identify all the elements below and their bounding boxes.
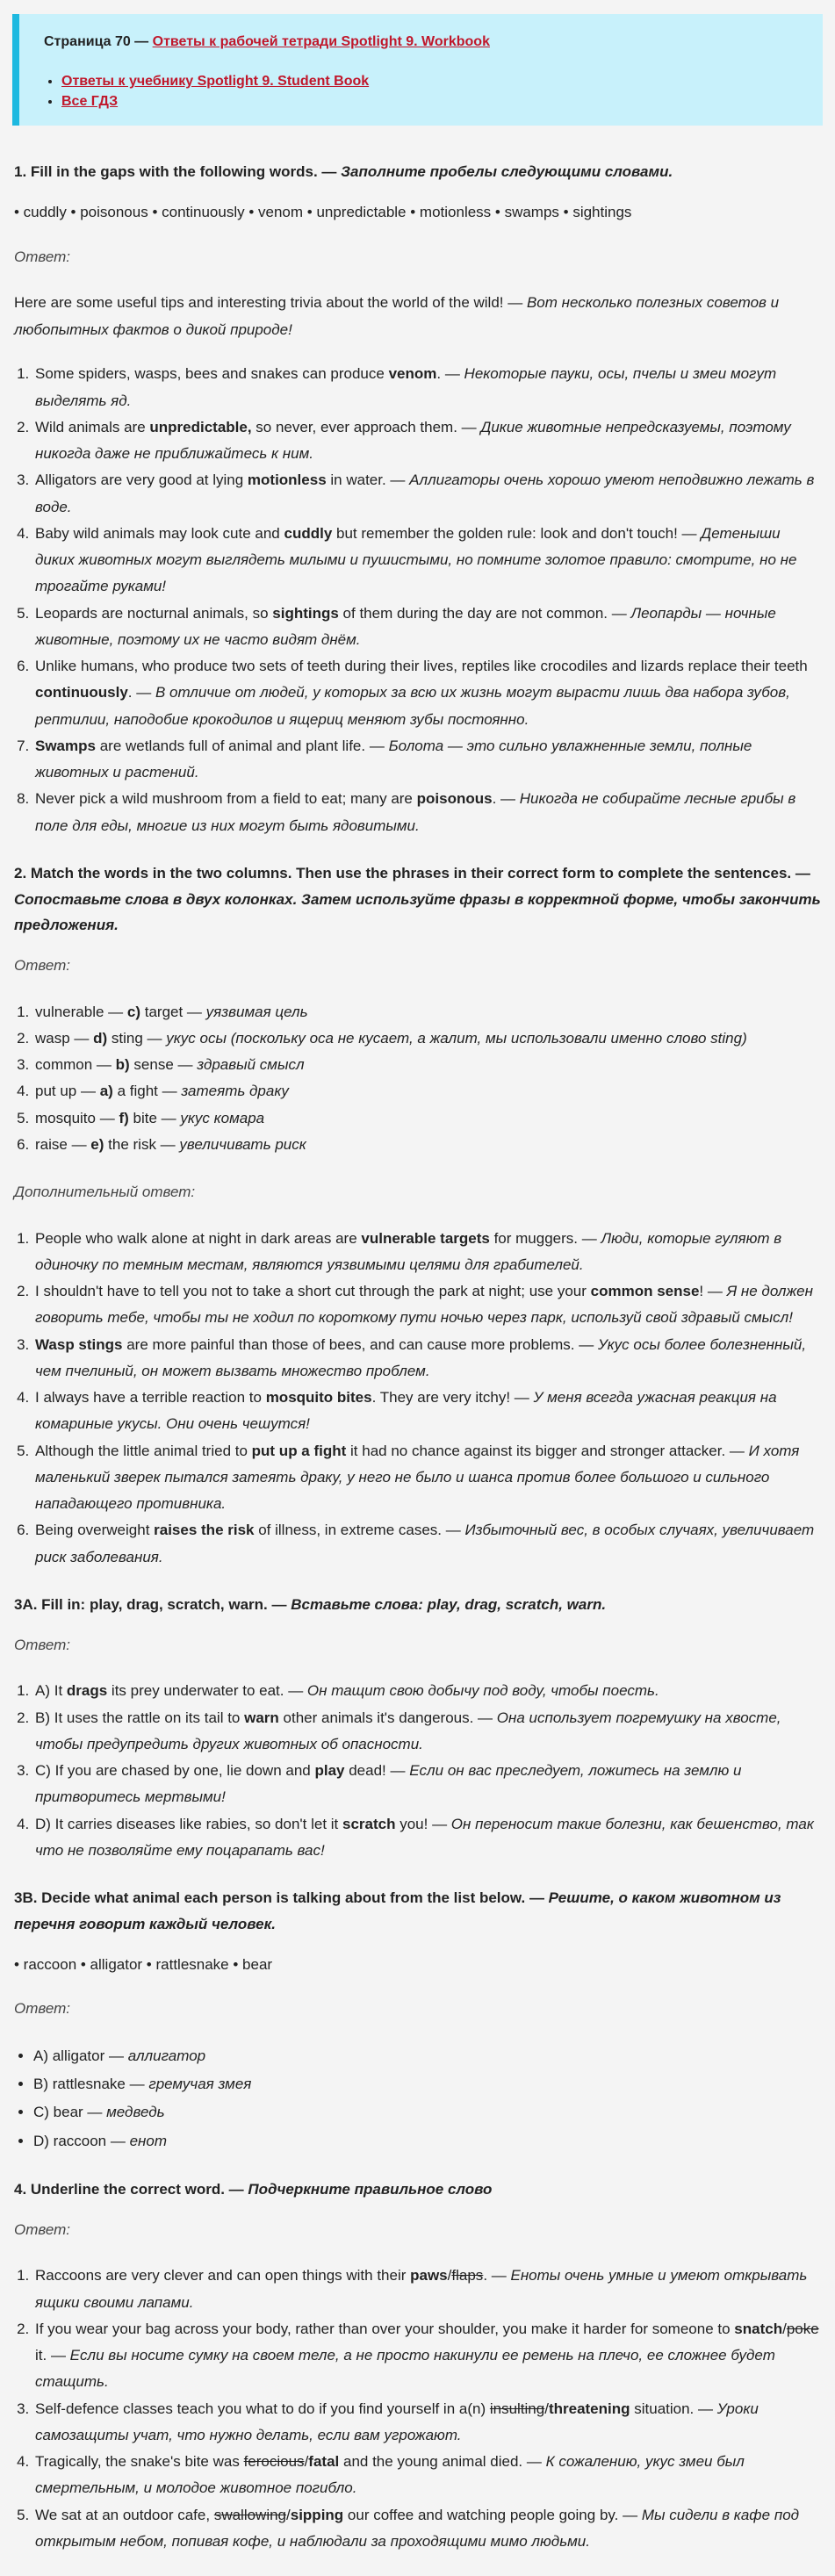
answer-list bbox=[14, 2042, 821, 2155]
answer-word: cuddly bbox=[284, 524, 333, 542]
answer-phrase: mosquito bites bbox=[265, 1389, 372, 1407]
text: Baby wild animals may look cute and bbox=[35, 524, 284, 542]
answer-label: Ответ: bbox=[14, 957, 71, 975]
extra-answer-label: Дополнительный ответ: bbox=[14, 1184, 196, 1201]
answer-phrase: vulnerable targets bbox=[361, 1229, 490, 1247]
heading-en: 3A. Fill in: play, drag, scratch, warn. — bbox=[14, 1595, 292, 1613]
list-item bbox=[33, 2127, 821, 2155]
text: I shouldn't have to tell you not to take a short cut through the park at night; use your bbox=[35, 1283, 591, 1300]
heading-en: 3B. Decide what animal each person is talking about from the list below. — bbox=[14, 1889, 549, 1907]
workbook-link[interactable]: Ответы к рабочей тетради Spotlight 9. Workbook bbox=[152, 34, 490, 49]
text: . — bbox=[492, 790, 520, 808]
section-4 bbox=[14, 2177, 821, 2555]
correct-word: paws bbox=[410, 2267, 448, 2285]
answer-label: Ответ: bbox=[14, 248, 71, 265]
word-list: • raccoon • alligator • rattlesnake • bear bbox=[14, 1955, 273, 1973]
text: If you wear your bag across your body, rather than over your shoulder, you make it harder for someone to bbox=[35, 2320, 735, 2337]
translation: Никогда не собирайте лесные грибы в поле для еды, многие из них могут быть ядовитыми. bbox=[35, 790, 796, 834]
text: A) alligator — bbox=[33, 2047, 128, 2064]
text: Alligators are very good at lying bbox=[35, 471, 248, 489]
text: mosquito — bbox=[35, 1109, 119, 1126]
answer-letter: a) bbox=[99, 1083, 113, 1100]
answer-word: poisonous bbox=[416, 790, 493, 808]
answer-word: continuously bbox=[35, 684, 128, 702]
list-item bbox=[33, 2396, 821, 2450]
text: People who walk alone at night in dark areas are bbox=[35, 1229, 362, 1247]
extra-answer-list bbox=[14, 1226, 821, 1571]
answer-list bbox=[14, 1678, 821, 1864]
word-list: • cuddly • poisonous • continuously • venom • unpredictable • motionless • swamps • sightings bbox=[14, 203, 632, 220]
wrong-word: poke bbox=[786, 2320, 819, 2337]
translation: Укус осы более болезненный, чем пчелиный, он может вызвать множество проблем. bbox=[35, 1335, 807, 1379]
translation: Если вы носите сумку на своем теле, а не просто накинули ее ремень на плечо, ее сложнее будет стащить. bbox=[35, 2347, 775, 2391]
heading-en: 4. Underline the correct word. — bbox=[14, 2180, 248, 2198]
list-item bbox=[33, 1052, 821, 1078]
section-1 bbox=[14, 159, 821, 839]
text: ! — bbox=[699, 1283, 727, 1300]
text: of illness, in extreme cases. — bbox=[254, 1522, 465, 1539]
translation: здравый смысл bbox=[197, 1056, 305, 1074]
header-box bbox=[12, 14, 823, 126]
text: . — bbox=[127, 684, 155, 702]
section-2 bbox=[14, 860, 821, 1571]
translation: гремучая змея bbox=[148, 2076, 252, 2093]
answer-list bbox=[14, 361, 821, 839]
answer-list bbox=[14, 2263, 821, 2555]
section-3a bbox=[14, 1592, 821, 1864]
translation: Еноты очень умные и умеют открывать ящики своими лапами. bbox=[35, 2267, 808, 2311]
answer-label: Ответ: bbox=[14, 1636, 71, 1653]
all-gdz-link[interactable]: Все ГДЗ bbox=[61, 93, 119, 109]
list-item bbox=[33, 1678, 821, 1704]
text: and the young animal died. — bbox=[339, 2453, 546, 2471]
list-item bbox=[33, 2502, 821, 2556]
list-item bbox=[33, 1758, 821, 1811]
list-item bbox=[33, 1517, 821, 1571]
answer-phrase: common sense bbox=[590, 1283, 700, 1300]
section-3a-heading bbox=[14, 1592, 821, 1618]
list-item bbox=[33, 2098, 821, 2126]
answer-letter: d) bbox=[93, 1029, 108, 1047]
answer-word: drags bbox=[66, 1682, 108, 1700]
text: Leopards are nocturnal animals, so bbox=[35, 604, 273, 622]
text: the risk — bbox=[104, 1135, 180, 1153]
translation: Он переносит такие болезни, как бешенство, так что не позволяйте ему поцарапать вас! bbox=[35, 1815, 814, 1859]
answer-letter: c) bbox=[126, 1003, 141, 1020]
text: B) rattlesnake — bbox=[33, 2076, 149, 2093]
list-item bbox=[33, 1811, 821, 1865]
answer-phrase: Wasp stings bbox=[35, 1335, 123, 1353]
answer-phrase: put up a fight bbox=[251, 1442, 347, 1459]
list-item bbox=[33, 361, 821, 414]
text: raise — bbox=[35, 1135, 91, 1153]
text: it. — bbox=[35, 2347, 70, 2364]
list-item bbox=[33, 1278, 821, 1332]
text: of them during the day are not common. — bbox=[338, 604, 631, 622]
translation: Мы сидели в кафе под открытым небом, попивая кофе, и наблюдали за проходящими мимо людьми. bbox=[35, 2506, 800, 2550]
content bbox=[12, 159, 823, 2555]
pairs-list bbox=[14, 999, 821, 1159]
answer-word: scratch bbox=[342, 1815, 396, 1832]
section-2-heading bbox=[14, 860, 821, 939]
text: in water. — bbox=[326, 471, 410, 489]
translation: Люди, которые гуляют в одиночку по темным местам, являются уязвимыми целями для грабителей. bbox=[35, 1229, 782, 1273]
text: A) It bbox=[35, 1682, 67, 1700]
answer-label: Ответ: bbox=[14, 2220, 71, 2238]
translation: затеять драку bbox=[181, 1083, 289, 1100]
translation: Он тащит свою добычу под воду, чтобы поесть. bbox=[306, 1682, 659, 1700]
section-3b-heading bbox=[14, 1885, 821, 1938]
text: a fight — bbox=[112, 1083, 182, 1100]
text: situation. — bbox=[630, 2400, 717, 2417]
text: . — bbox=[483, 2267, 511, 2285]
text: wasp — bbox=[35, 1029, 94, 1047]
translation: уязвимая цель bbox=[205, 1003, 308, 1020]
text: Never pick a wild mushroom from a field to eat; many are bbox=[35, 790, 417, 808]
text: D) raccoon — bbox=[33, 2132, 130, 2149]
translation: И хотя маленький зверек пытался затеять драку, у него не было и шанса против более большого и сильного нападающего противника. bbox=[35, 1442, 800, 1513]
list-item bbox=[33, 786, 821, 839]
translation: укус комара bbox=[180, 1109, 265, 1126]
correct-word: threatening bbox=[548, 2400, 630, 2417]
list-item bbox=[33, 1438, 821, 1518]
list-item bbox=[33, 1078, 821, 1105]
list-item bbox=[33, 2449, 821, 2502]
list-item bbox=[33, 414, 821, 468]
list-item bbox=[61, 71, 805, 91]
text: it had no chance against its bigger and stronger attacker. — bbox=[346, 1442, 749, 1459]
slash: / bbox=[304, 2453, 309, 2471]
heading-en: 2. Match the words in the two columns. Then use the phrases in their correct form to complete the sentences. — bbox=[14, 864, 810, 881]
translation: У меня всегда ужасная реакция на комариные укусы. Они очень чешутся! bbox=[35, 1389, 777, 1433]
translation: Я не должен говорить тебе, чтобы ты не ходил по короткому пути ночью через парк, используй свой здравый смысл! bbox=[35, 1283, 813, 1327]
text: Being overweight bbox=[35, 1522, 155, 1539]
translation: В отличие от людей, у которых за всю их жизнь могут вырасти лишь два набора зубов, рептилии, наподобие крокодилов и ящериц меняют зубы постоянно. bbox=[35, 684, 790, 728]
intro-en: Here are some useful tips and interesting trivia about the world of the wild! — bbox=[14, 294, 527, 312]
translation: енот bbox=[129, 2132, 168, 2149]
translation: Некоторые пауки, осы, пчелы и змеи могут выделять яд. bbox=[35, 365, 777, 409]
text: C) If you are chased by one, lie down and bbox=[35, 1762, 315, 1780]
slash: / bbox=[544, 2400, 549, 2417]
wrong-word: swallowing bbox=[213, 2506, 287, 2523]
list-item bbox=[33, 1332, 821, 1385]
wrong-word: insulting bbox=[489, 2400, 545, 2417]
translation: Леопарды — ночные животные, поэтому их не часто видят днём. bbox=[35, 604, 776, 648]
list-item bbox=[33, 999, 821, 1025]
text: so never, ever approach them. — bbox=[251, 418, 481, 435]
intro-ru: Вот несколько полезных советов и любопытных фактов о дикой природе! bbox=[14, 294, 780, 338]
list-item bbox=[33, 2316, 821, 2396]
slash: / bbox=[447, 2267, 452, 2285]
text: you! — bbox=[395, 1815, 451, 1832]
text: Tragically, the snake's bite was bbox=[35, 2453, 244, 2471]
translation: Аллигаторы очень хорошо умеют неподвижно лежать в воде. bbox=[35, 471, 815, 515]
text: put up — bbox=[35, 1083, 100, 1100]
text: Self-defence classes teach you what to do if you find yourself in a(n) bbox=[35, 2400, 490, 2417]
list-item bbox=[33, 2042, 821, 2070]
translation: увеличивать риск bbox=[179, 1135, 306, 1153]
answer-word: venom bbox=[388, 365, 437, 383]
slash: / bbox=[286, 2506, 291, 2523]
text: sense — bbox=[129, 1056, 198, 1074]
translation: Детеныши диких животных могут выглядеть милыми и пушистыми, но помните золотое правило: смотрите, но не трогайте руками! bbox=[35, 524, 797, 595]
text: I always have a terrible reaction to bbox=[35, 1389, 266, 1407]
text: its prey underwater to eat. — bbox=[107, 1682, 307, 1700]
text: dead! — bbox=[344, 1762, 410, 1780]
answer-letter: b) bbox=[115, 1056, 130, 1074]
list-item bbox=[33, 1705, 821, 1759]
translation: Уроки самозащиты учат, что нужно делать, если вам угрожают. bbox=[35, 2400, 759, 2443]
text: are wetlands full of animal and plant life. — bbox=[95, 737, 389, 754]
text: Unlike humans, who produce two sets of teeth during their lives, reptiles like crocodiles and lizards replace their teeth bbox=[35, 658, 808, 675]
list-item bbox=[33, 521, 821, 601]
correct-word: fatal bbox=[308, 2453, 340, 2471]
text: Raccoons are very clever and can open things with their bbox=[35, 2267, 411, 2285]
heading-en: 1. Fill in the gaps with the following words. — bbox=[14, 163, 342, 181]
heading-ru: Подчеркните правильное слово bbox=[248, 2180, 493, 2198]
answer-word: motionless bbox=[247, 471, 327, 489]
answer-word: warn bbox=[244, 1709, 279, 1726]
translation: Болота — это сильно увлажненные земли, полные животных и растений. bbox=[35, 737, 752, 781]
text: vulnerable — bbox=[35, 1003, 127, 1020]
wrong-word: flaps bbox=[451, 2267, 484, 2285]
text: . — bbox=[436, 365, 464, 383]
list-item bbox=[33, 733, 821, 787]
text: sting — bbox=[107, 1029, 167, 1047]
answer-letter: f) bbox=[119, 1109, 129, 1126]
text: are more painful than those of bees, and can cause more problems. — bbox=[122, 1335, 598, 1353]
text: target — bbox=[140, 1003, 206, 1020]
list-item bbox=[33, 653, 821, 733]
text: but remember the golden rule: look and don't touch! — bbox=[332, 524, 702, 542]
translation: Если он вас преследует, ложитесь на землю и притворитесь мертвыми! bbox=[35, 1762, 742, 1806]
list-item bbox=[33, 601, 821, 654]
list-item bbox=[33, 1385, 821, 1438]
text: . They are very itchy! — bbox=[371, 1389, 534, 1407]
text: bite — bbox=[128, 1109, 181, 1126]
translation: медведь bbox=[106, 2104, 165, 2121]
translation: Она использует погремушку на хвосте, чтобы предупредить других животных об опасности. bbox=[35, 1709, 781, 1752]
list-item bbox=[33, 2070, 821, 2098]
text: Although the little animal tried to bbox=[35, 1442, 252, 1459]
wrong-word: ferocious bbox=[243, 2453, 305, 2471]
text: our coffee and watching people going by. — bbox=[343, 2506, 642, 2523]
intro bbox=[14, 290, 821, 343]
page-title bbox=[44, 30, 805, 55]
section-3b bbox=[14, 1885, 821, 2155]
answer-letter: e) bbox=[90, 1135, 104, 1153]
heading-ru: Сопоставьте слова в двух колонках. Затем используйте фразы в корректной форме, чтобы закончить предложения. bbox=[14, 890, 821, 934]
heading-ru: Решите, о каком животном из перечня говорит каждый человек. bbox=[14, 1889, 781, 1932]
student-book-link[interactable]: Ответы к учебнику Spotlight 9. Student Book bbox=[61, 73, 370, 89]
translation: Избыточный вес, в особых случаях, увеличивает риск заболевания. bbox=[35, 1522, 815, 1565]
answer-phrase: raises the risk bbox=[154, 1522, 255, 1539]
header-links bbox=[44, 71, 805, 112]
correct-word: sipping bbox=[290, 2506, 344, 2523]
translation: укус осы (поскольку оса не кусает, а жалит, мы использовали именно слово sting) bbox=[166, 1029, 747, 1047]
list-item bbox=[33, 1226, 821, 1279]
answer-word: Swamps bbox=[35, 737, 96, 754]
answer-word: sightings bbox=[272, 604, 339, 622]
text: Some spiders, wasps, bees and snakes can produce bbox=[35, 365, 389, 383]
heading-ru: Заполните пробелы следующими словами. bbox=[341, 163, 673, 181]
section-1-heading bbox=[14, 159, 821, 185]
section-4-heading bbox=[14, 2177, 821, 2203]
translation: К сожалению, укус змеи был смертельным, и молодое животное погибло. bbox=[35, 2453, 745, 2497]
text: We sat at an outdoor cafe, bbox=[35, 2506, 214, 2523]
slash: / bbox=[782, 2320, 787, 2337]
list-item bbox=[33, 1025, 821, 1052]
answer-word: unpredictable, bbox=[149, 418, 252, 435]
list-item bbox=[33, 2263, 821, 2316]
correct-word: snatch bbox=[734, 2320, 783, 2337]
list-item bbox=[61, 91, 805, 112]
heading-ru: Вставьте слова: play, drag, scratch, warn. bbox=[291, 1595, 607, 1613]
text: B) It uses the rattle on its tail to bbox=[35, 1709, 245, 1726]
text: D) It carries diseases like rabies, so don't let it bbox=[35, 1815, 342, 1832]
answer-label: Ответ: bbox=[14, 2000, 71, 2018]
page-prefix: Страница 70 — bbox=[44, 34, 153, 49]
translation: аллигатор bbox=[127, 2047, 206, 2064]
text: for muggers. — bbox=[489, 1229, 601, 1247]
text: C) bear — bbox=[33, 2104, 107, 2121]
answer-word: play bbox=[314, 1762, 345, 1780]
list-item bbox=[33, 1132, 821, 1158]
list-item bbox=[33, 467, 821, 521]
text: common — bbox=[35, 1056, 116, 1074]
text: Wild animals are bbox=[35, 418, 150, 435]
list-item bbox=[33, 1105, 821, 1132]
text: other animals it's dangerous. — bbox=[278, 1709, 497, 1726]
translation: Дикие животные непредсказуемы, поэтому никогда даже не приближайтесь к ним. bbox=[35, 418, 791, 463]
